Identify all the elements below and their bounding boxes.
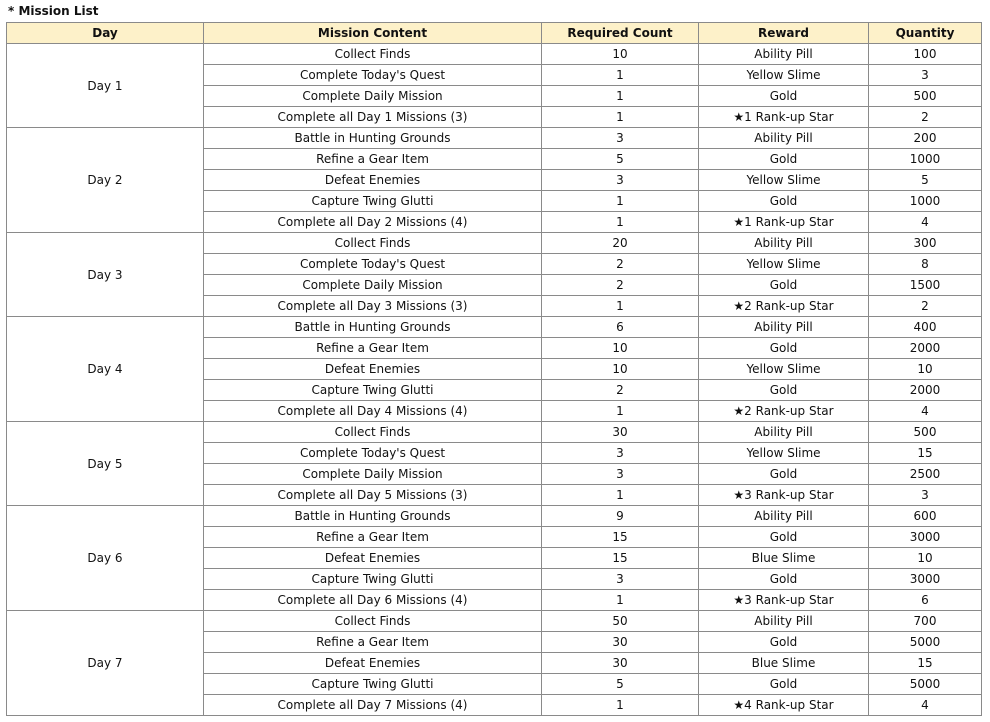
- quantity-cell: 10: [869, 359, 982, 380]
- quantity-cell: 500: [869, 86, 982, 107]
- required-count-cell: 3: [542, 464, 699, 485]
- reward-cell: Gold: [699, 464, 869, 485]
- reward-cell: ★3 Rank-up Star: [699, 590, 869, 611]
- required-count-cell: 3: [542, 443, 699, 464]
- table-row: [7, 233, 982, 254]
- reward-cell: Blue Slime: [699, 653, 869, 674]
- required-count-cell: 2: [542, 254, 699, 275]
- mission-content-cell: Collect Finds: [204, 422, 542, 443]
- mission-content-cell: Complete all Day 5 Missions (3): [204, 485, 542, 506]
- quantity-cell: 3: [869, 65, 982, 86]
- quantity-cell: 4: [869, 212, 982, 233]
- mission-content-cell: Battle in Hunting Grounds: [204, 128, 542, 149]
- table-row: [7, 422, 982, 443]
- mission-content-cell: Complete Today's Quest: [204, 443, 542, 464]
- quantity-cell: 4: [869, 401, 982, 422]
- mission-content-cell: Complete Today's Quest: [204, 254, 542, 275]
- required-count-cell: 2: [542, 380, 699, 401]
- reward-cell: Gold: [699, 338, 869, 359]
- reward-cell: Gold: [699, 527, 869, 548]
- mission-content-cell: Refine a Gear Item: [204, 632, 542, 653]
- mission-content-cell: Complete all Day 2 Missions (4): [204, 212, 542, 233]
- quantity-cell: 2500: [869, 464, 982, 485]
- mission-content-cell: Complete Daily Mission: [204, 275, 542, 296]
- quantity-cell: 10: [869, 548, 982, 569]
- quantity-cell: 6: [869, 590, 982, 611]
- mission-content-cell: Complete Daily Mission: [204, 464, 542, 485]
- required-count-cell: 30: [542, 422, 699, 443]
- day-label-cell: Day 3: [7, 233, 204, 317]
- reward-cell: ★1 Rank-up Star: [699, 212, 869, 233]
- reward-cell: ★4 Rank-up Star: [699, 695, 869, 716]
- required-count-cell: 1: [542, 296, 699, 317]
- required-count-cell: 9: [542, 506, 699, 527]
- reward-cell: Ability Pill: [699, 44, 869, 65]
- reward-cell: ★2 Rank-up Star: [699, 401, 869, 422]
- required-count-cell: 1: [542, 590, 699, 611]
- quantity-cell: 1000: [869, 149, 982, 170]
- required-count-cell: 1: [542, 86, 699, 107]
- mission-content-cell: Collect Finds: [204, 611, 542, 632]
- table-row: [7, 44, 982, 65]
- column-header-reward: Reward: [699, 23, 869, 44]
- required-count-cell: 20: [542, 233, 699, 254]
- mission-content-cell: Capture Twing Glutti: [204, 674, 542, 695]
- reward-cell: Yellow Slime: [699, 65, 869, 86]
- required-count-cell: 50: [542, 611, 699, 632]
- reward-cell: Gold: [699, 632, 869, 653]
- quantity-cell: 8: [869, 254, 982, 275]
- reward-cell: Yellow Slime: [699, 254, 869, 275]
- reward-cell: Yellow Slime: [699, 170, 869, 191]
- mission-content-cell: Refine a Gear Item: [204, 149, 542, 170]
- mission-content-cell: Complete Today's Quest: [204, 65, 542, 86]
- reward-cell: Gold: [699, 569, 869, 590]
- mission-content-cell: Complete all Day 4 Missions (4): [204, 401, 542, 422]
- day-label-cell: Day 1: [7, 44, 204, 128]
- quantity-cell: 4: [869, 695, 982, 716]
- required-count-cell: 15: [542, 548, 699, 569]
- required-count-cell: 1: [542, 695, 699, 716]
- table-row: [7, 317, 982, 338]
- quantity-cell: 600: [869, 506, 982, 527]
- mission-content-cell: Defeat Enemies: [204, 359, 542, 380]
- day-label-cell: Day 6: [7, 506, 204, 611]
- required-count-cell: 30: [542, 632, 699, 653]
- table-row: [7, 611, 982, 632]
- quantity-cell: 1500: [869, 275, 982, 296]
- page-title: * Mission List: [8, 4, 99, 18]
- reward-cell: Ability Pill: [699, 422, 869, 443]
- quantity-cell: 2: [869, 107, 982, 128]
- quantity-cell: 700: [869, 611, 982, 632]
- reward-cell: ★3 Rank-up Star: [699, 485, 869, 506]
- day-label-cell: Day 4: [7, 317, 204, 422]
- reward-cell: Ability Pill: [699, 506, 869, 527]
- quantity-cell: 5: [869, 170, 982, 191]
- required-count-cell: 10: [542, 44, 699, 65]
- reward-cell: Yellow Slime: [699, 359, 869, 380]
- required-count-cell: 1: [542, 65, 699, 86]
- mission-content-cell: Battle in Hunting Grounds: [204, 317, 542, 338]
- reward-cell: ★1 Rank-up Star: [699, 107, 869, 128]
- required-count-cell: 1: [542, 485, 699, 506]
- mission-content-cell: Defeat Enemies: [204, 170, 542, 191]
- required-count-cell: 1: [542, 401, 699, 422]
- mission-content-cell: Complete all Day 6 Missions (4): [204, 590, 542, 611]
- mission-content-cell: Complete all Day 7 Missions (4): [204, 695, 542, 716]
- quantity-cell: 2000: [869, 338, 982, 359]
- reward-cell: Gold: [699, 380, 869, 401]
- mission-content-cell: Collect Finds: [204, 233, 542, 254]
- reward-cell: Gold: [699, 86, 869, 107]
- quantity-cell: 300: [869, 233, 982, 254]
- quantity-cell: 5000: [869, 632, 982, 653]
- mission-content-cell: Defeat Enemies: [204, 653, 542, 674]
- required-count-cell: 6: [542, 317, 699, 338]
- required-count-cell: 1: [542, 107, 699, 128]
- mission-content-cell: Complete Daily Mission: [204, 86, 542, 107]
- mission-table-body: [7, 44, 982, 716]
- required-count-cell: 15: [542, 527, 699, 548]
- reward-cell: Gold: [699, 149, 869, 170]
- quantity-cell: 400: [869, 317, 982, 338]
- mission-content-cell: Battle in Hunting Grounds: [204, 506, 542, 527]
- quantity-cell: 500: [869, 422, 982, 443]
- quantity-cell: 2: [869, 296, 982, 317]
- required-count-cell: 3: [542, 170, 699, 191]
- column-header-required-count: Required Count: [542, 23, 699, 44]
- quantity-cell: 100: [869, 44, 982, 65]
- quantity-cell: 15: [869, 443, 982, 464]
- required-count-cell: 30: [542, 653, 699, 674]
- quantity-cell: 3000: [869, 569, 982, 590]
- required-count-cell: 3: [542, 128, 699, 149]
- column-header-mission-content: Mission Content: [204, 23, 542, 44]
- reward-cell: Gold: [699, 191, 869, 212]
- reward-cell: Gold: [699, 674, 869, 695]
- table-row: [7, 506, 982, 527]
- mission-table: [6, 22, 982, 716]
- mission-content-cell: Collect Finds: [204, 44, 542, 65]
- reward-cell: Gold: [699, 275, 869, 296]
- day-label-cell: Day 2: [7, 128, 204, 233]
- mission-content-cell: Defeat Enemies: [204, 548, 542, 569]
- mission-content-cell: Refine a Gear Item: [204, 338, 542, 359]
- mission-content-cell: Capture Twing Glutti: [204, 569, 542, 590]
- mission-content-cell: Complete all Day 3 Missions (3): [204, 296, 542, 317]
- required-count-cell: 10: [542, 338, 699, 359]
- quantity-cell: 3000: [869, 527, 982, 548]
- required-count-cell: 5: [542, 149, 699, 170]
- required-count-cell: 1: [542, 191, 699, 212]
- reward-cell: Ability Pill: [699, 317, 869, 338]
- quantity-cell: 2000: [869, 380, 982, 401]
- required-count-cell: 2: [542, 275, 699, 296]
- mission-content-cell: Refine a Gear Item: [204, 527, 542, 548]
- reward-cell: Ability Pill: [699, 128, 869, 149]
- reward-cell: Blue Slime: [699, 548, 869, 569]
- required-count-cell: 10: [542, 359, 699, 380]
- day-label-cell: Day 5: [7, 422, 204, 506]
- quantity-cell: 5000: [869, 674, 982, 695]
- column-header-day: Day: [7, 23, 204, 44]
- quantity-cell: 1000: [869, 191, 982, 212]
- reward-cell: Ability Pill: [699, 611, 869, 632]
- table-row: [7, 128, 982, 149]
- mission-content-cell: Capture Twing Glutti: [204, 191, 542, 212]
- column-header-quantity: Quantity: [869, 23, 982, 44]
- mission-content-cell: Capture Twing Glutti: [204, 380, 542, 401]
- quantity-cell: 3: [869, 485, 982, 506]
- reward-cell: Yellow Slime: [699, 443, 869, 464]
- required-count-cell: 1: [542, 212, 699, 233]
- required-count-cell: 5: [542, 674, 699, 695]
- reward-cell: ★2 Rank-up Star: [699, 296, 869, 317]
- required-count-cell: 3: [542, 569, 699, 590]
- day-label-cell: Day 7: [7, 611, 204, 716]
- reward-cell: Ability Pill: [699, 233, 869, 254]
- quantity-cell: 15: [869, 653, 982, 674]
- table-header-row: [7, 23, 982, 44]
- mission-content-cell: Complete all Day 1 Missions (3): [204, 107, 542, 128]
- quantity-cell: 200: [869, 128, 982, 149]
